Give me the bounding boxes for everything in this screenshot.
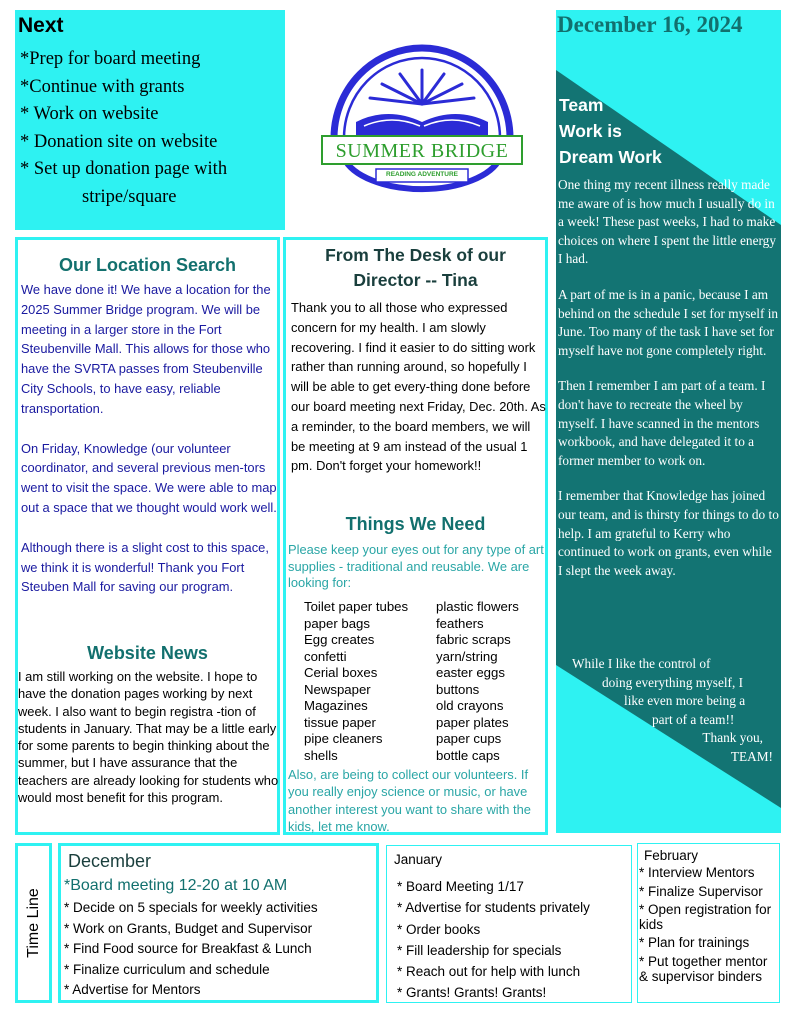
website-body: I am still working on the website. I hope to have the donation pages working by next week. I also want to begin registra -tion of students in January. That may be a little early for some parents to begin thinking about the summer, but I have assurance that the teachers are already looking for students who would most benefit for this program.	[18, 669, 279, 806]
february-title: February	[644, 848, 699, 863]
newsletter-date: December 16, 2024	[556, 10, 781, 50]
team-body	[558, 176, 779, 597]
team-section-title	[559, 92, 662, 170]
list-item: paper plates	[436, 714, 509, 730]
team-closing	[558, 655, 773, 767]
needs-list-right	[436, 599, 519, 764]
needs-title: Things We Need	[345, 514, 486, 534]
list-item: * Donation site on website	[20, 131, 218, 152]
december-title: December	[68, 851, 152, 871]
location-body	[21, 280, 283, 617]
location-title: Our Location Search	[58, 255, 237, 275]
list-item: paper cups	[436, 731, 502, 746]
list-item: paper bags	[304, 615, 370, 631]
list-item: * Work on Grants, Budget and Supervisor	[64, 920, 313, 936]
list-item: *Prep for board meeting	[20, 49, 201, 69]
list-item: buttons	[436, 681, 480, 697]
list-item: shells	[304, 747, 338, 763]
list-item	[20, 156, 227, 211]
list-item: * Order books	[397, 921, 481, 937]
list-item: old crayons	[436, 698, 504, 713]
needs-list-left	[304, 599, 408, 764]
december-board-meeting: *Board meeting 12-20 at 10 AM	[64, 877, 288, 894]
list-item: * Work on website	[20, 104, 159, 124]
list-item: feathers	[436, 615, 484, 631]
list-item: *Continue with grants	[20, 76, 185, 97]
list-item: bottle caps	[436, 747, 500, 763]
next-title: Next	[18, 14, 64, 37]
closing-line: part of a team!!	[652, 711, 735, 727]
list-item: * Advertise for students privately	[397, 900, 590, 916]
website-title: Website News	[87, 643, 208, 663]
january-list	[397, 876, 590, 1004]
needs-intro: Please keep your eyes out for any type of art supplies - traditional and reusable. We are looking for:	[288, 542, 544, 590]
closing-line: Thank you,	[702, 730, 763, 746]
timeline-label: Time Line	[24, 888, 42, 958]
closing-line: TEAM!	[730, 748, 773, 764]
february-list	[639, 866, 779, 988]
logo-name: SUMMER BRIDGE	[335, 140, 509, 162]
list-item: * Fill leadership for specials	[397, 942, 562, 958]
list-item: * Grants! Grants! Grants!	[397, 985, 547, 1001]
timeline-february	[637, 843, 780, 1003]
team-title-line: Team	[559, 95, 604, 115]
list-item: yarn/string	[436, 648, 498, 664]
list-item: * Finalize curriculum and schedule	[64, 961, 270, 977]
december-list	[64, 898, 318, 1001]
next-list	[20, 46, 227, 211]
right-column	[556, 10, 781, 833]
director-title	[286, 243, 545, 292]
list-item: pipe cleaners	[304, 731, 383, 746]
team-paragraph: A part of me is in a panic, because I am behind on the schedule I set for myself in June. Too many of the task I have set for myself have not gone completely right.	[558, 286, 779, 358]
list-item: * Finalize Supervisor	[639, 883, 763, 899]
needs-outro: Also, are being to collect our volunteers. If you really enjoy science or music, or have another interest you want to share with the kids, let me know.	[288, 767, 531, 834]
summer-bridge-logo	[316, 30, 528, 200]
director-column	[283, 237, 548, 835]
director-title-line: From The Desk of our	[325, 245, 506, 265]
timeline-december	[58, 843, 379, 1003]
list-item: tissue paper	[304, 714, 376, 730]
team-title-line: Dream Work	[559, 147, 662, 167]
list-item: * Put together mentor & supervisor binders	[639, 953, 768, 984]
list-item: * Decide on 5 specials for weekly activities	[64, 900, 318, 915]
closing-line: like even more being a	[624, 693, 746, 709]
list-item: Toilet paper tubes	[304, 599, 409, 614]
list-item: * Board Meeting 1/17	[397, 879, 524, 894]
list-item-line: * Set up donation page with	[20, 159, 228, 179]
list-item: Magazines	[304, 698, 368, 713]
location-paragraph: We have done it! We have a location for the 2025 Summer Bridge program. We will be meeting in a larger store in the Fort Steubenville Mall. This allows for those who have the SVRTA passes from Steubenville City Schools, to have easy, reliable transportation.	[21, 282, 271, 416]
location-paragraph: On Friday, Knowledge (our volunteer coordinator, and several previous men-tors went to visit the space. We were able to map out a space that we thought would work well.	[21, 440, 277, 515]
list-item: easter eggs	[436, 665, 505, 680]
list-item: * Advertise for Mentors	[64, 982, 201, 997]
list-item: confetti	[304, 648, 347, 664]
closing-line: While I like the control of	[572, 656, 711, 671]
director-body: Thank you to all those who expressed concern for my health. I am slowly recovering. I find it easier to do sitting work rather than running around, so hopefully I will be able to get every-thing done before our board meeting next Friday, Dec. 20th. As a reminder, to the board members, we will be meeting at 9 am instead of the usual 1 pm. Don't forget your homework!!	[291, 300, 546, 474]
team-paragraph: Then I remember I am part of a team. I don't have to recreate the wheel by myself. I have scanned in the mentors workbook, and have delegated it to a former member to work on.	[558, 378, 766, 468]
list-item: * Plan for trainings	[639, 935, 750, 951]
list-item: Newspaper	[304, 681, 371, 697]
list-item: * Interview Mentors	[639, 865, 755, 880]
timeline-label-box	[15, 843, 52, 1003]
list-item: fabric scraps	[436, 632, 511, 647]
team-title-line: Work is	[559, 121, 622, 141]
list-item: Egg creates	[304, 632, 375, 647]
january-title: January	[394, 852, 443, 867]
logo-tagline: READING ADVENTURE	[386, 171, 458, 178]
next-box	[15, 10, 285, 230]
list-item: * Find Food source for Breakfast & Lunch	[64, 941, 312, 956]
team-paragraph: One thing my recent illness really made me aware of is how much I usually do in a week! These past weeks, I had to make choices on where I spent the little energy I had.	[558, 177, 776, 267]
team-paragraph: I remember that Knowledge has joined our team, and is thirsty for things to do to help. I am grateful to Kerry who continued to work on grants, even while I slept the week away.	[558, 488, 779, 578]
list-item: Cerial boxes	[304, 665, 378, 680]
list-item: * Open registration for kids	[639, 902, 772, 932]
timeline-january	[386, 845, 632, 1003]
closing-line: doing everything myself, I	[602, 674, 744, 690]
list-item-line: stripe/square	[82, 186, 177, 207]
location-paragraph: Although there is a slight cost to this space, we think it is wonderful! Thank you Fort Steuben Mall for saving our program.	[21, 539, 269, 595]
location-column	[15, 237, 280, 835]
list-item: * Reach out for help with lunch	[397, 964, 581, 980]
director-title-line: Director -- Tina	[353, 269, 478, 290]
list-item: plastic flowers	[436, 599, 519, 614]
